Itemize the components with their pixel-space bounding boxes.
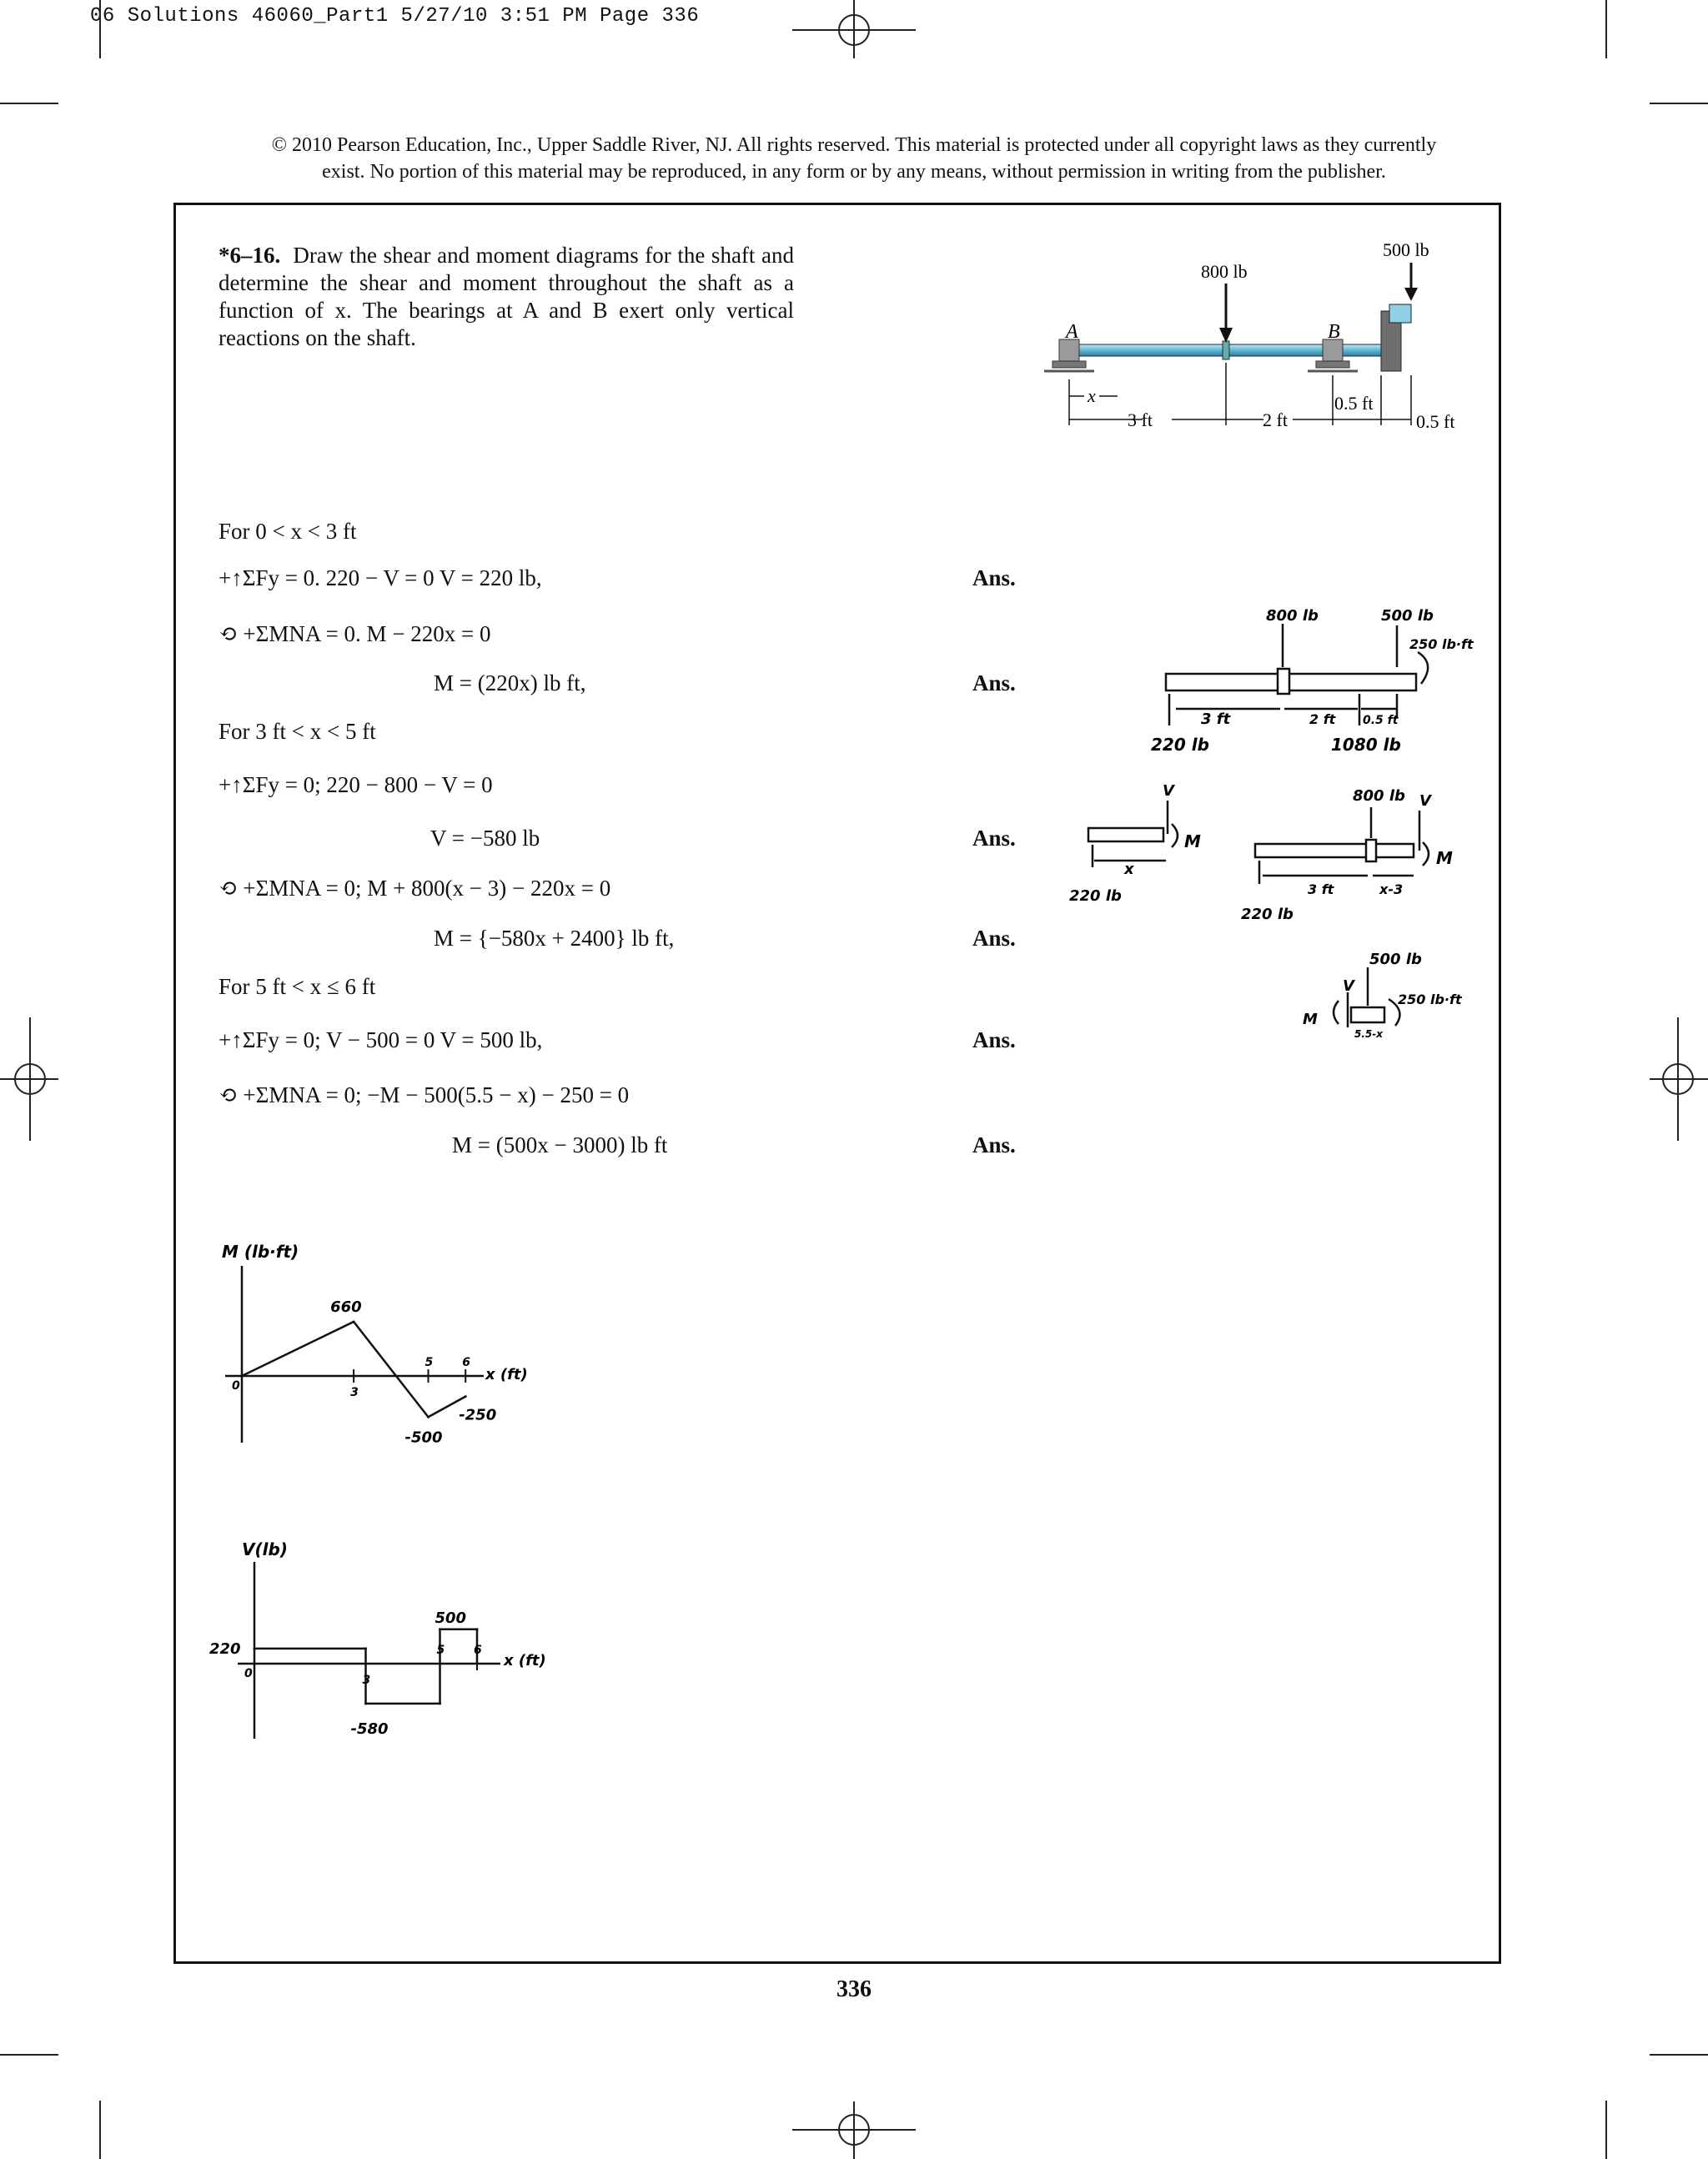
section-2-eq-3: ⟲ +ΣMNA = 0; M + 800(x − 3) − 220x = 0 xyxy=(219,876,611,901)
fbd-s2-moment: M xyxy=(1436,848,1453,868)
answer-label-5: Ans. xyxy=(972,1027,1016,1052)
label-b: B xyxy=(1328,321,1340,343)
shaft-figure xyxy=(1034,238,1468,446)
copyright-line-1: © 2010 Pearson Education, Inc., Upper Saddle River, NJ. All rights reserved. This material is protected under all copyright laws as they currently xyxy=(271,134,1437,156)
section-1-eq-2: ⟲ +ΣMNA = 0. M − 220x = 0 xyxy=(219,621,491,646)
section-3-eq-2: ⟲ +ΣMNA = 0; −M − 500(5.5 − x) − 250 = 0 xyxy=(219,1082,630,1107)
shear-data-label-500: 500 xyxy=(435,1609,467,1627)
v-point-2 xyxy=(364,1702,367,1705)
section-1-eq-1: +↑ΣFy = 0. 220 − V = 0 V = 220 lb, xyxy=(219,565,542,590)
answer-label-6: Ans. xyxy=(972,1132,1016,1157)
answer-label-2: Ans. xyxy=(972,670,1016,695)
dim-3ft: 3 ft xyxy=(1128,409,1153,430)
fbd-s2-reaction: 220 lb xyxy=(1241,906,1294,923)
fbd-s1-shear: V xyxy=(1163,782,1174,800)
fbd-s2-force: 800 lb xyxy=(1353,787,1405,805)
fbd-s2-shear: V xyxy=(1419,792,1431,810)
moment-plot xyxy=(225,1266,484,1443)
load-arrow-800 xyxy=(1219,328,1233,343)
answer-label-3: Ans. xyxy=(972,826,1016,851)
v-point-0 xyxy=(254,1647,256,1649)
shear-data-label-neg580: -580 xyxy=(350,1720,389,1738)
v-point-3 xyxy=(439,1702,441,1705)
section-1-heading: For 0 < x < 3 ft xyxy=(219,519,357,544)
load-label-800: 800 lb xyxy=(1201,261,1248,282)
moment-data-label-neg500: -500 xyxy=(404,1428,443,1447)
page-number: 336 xyxy=(836,1976,872,2002)
v-point-5 xyxy=(476,1628,479,1630)
fbd-s2-dim-x3: x-3 xyxy=(1379,881,1404,897)
crank-arm xyxy=(1381,304,1411,371)
dim-0.5ft-a: 0.5 ft xyxy=(1334,393,1374,414)
m-point-3 xyxy=(465,1395,467,1398)
section-2-heading: For 3 ft < x < 5 ft xyxy=(219,719,376,744)
section-2-eq-1: +↑ΣFy = 0; 220 − 800 − V = 0 xyxy=(219,772,493,797)
moment-tick-5: 5 xyxy=(424,1356,434,1369)
v-point-1 xyxy=(364,1647,367,1649)
moment-data-label-660: 660 xyxy=(330,1298,362,1316)
moment-data-label-neg250: -250 xyxy=(459,1406,497,1424)
fbd-s1-reaction: 220 lb xyxy=(1069,887,1122,905)
fbd-dim-0.5ft: 0.5 ft xyxy=(1363,714,1399,727)
shear-tick-3: 3 xyxy=(362,1674,371,1687)
free-body-diagrams xyxy=(1059,600,1493,1067)
fbd-s3-moment-250: 250 lb·ft xyxy=(1398,992,1462,1007)
shear-data-label-220: 220 xyxy=(209,1639,241,1658)
fbd-s3-force: 500 lb xyxy=(1369,951,1422,968)
fbd-reaction-b: 1080 lb xyxy=(1331,735,1401,755)
shear-diagram xyxy=(208,1530,592,1764)
answer-label-4: Ans. xyxy=(972,926,1016,951)
fbd-moment-250: 250 lb·ft xyxy=(1409,636,1474,652)
fbd-s3-dim: 5.5-x xyxy=(1354,1028,1383,1040)
fbd-s1-moment: M xyxy=(1184,831,1201,851)
v-point-4 xyxy=(439,1628,441,1630)
moment-tick-6: 6 xyxy=(462,1356,470,1369)
dim-0.5ft-b: 0.5 ft xyxy=(1416,411,1455,432)
fbd-s2-dim-3ft: 3 ft xyxy=(1308,881,1334,897)
shear-x-axis-label: x (ft) xyxy=(504,1652,546,1669)
moment-tick-0: 0 xyxy=(232,1379,240,1393)
m-point-2 xyxy=(427,1416,430,1418)
section-3-eq-1: +↑ΣFy = 0; V − 500 = 0 V = 500 lb, xyxy=(219,1027,543,1052)
fbd-force-500: 500 lb xyxy=(1381,607,1434,625)
shear-plot xyxy=(238,1562,500,1739)
section-3-heading: For 5 ft < x ≤ 6 ft xyxy=(219,974,376,999)
fbd-dim-2ft: 2 ft xyxy=(1309,711,1336,727)
dim-2ft: 2 ft xyxy=(1263,409,1288,430)
moment-x-axis-label: x (ft) xyxy=(485,1366,528,1383)
load-label-500: 500 lb xyxy=(1383,239,1429,260)
label-a: A xyxy=(1066,321,1078,343)
section-2-eq-4: M = {−580x + 2400} lb ft, xyxy=(434,926,675,951)
fbd-reaction-a: 220 lb xyxy=(1151,735,1209,755)
moment-tick-3: 3 xyxy=(350,1386,359,1399)
problem-number: *6–16. xyxy=(219,243,281,268)
shear-tick-6: 6 xyxy=(474,1644,482,1657)
shear-tick-0: 0 xyxy=(244,1667,253,1680)
problem-text: Draw the shear and moment diagrams for the shaft and determine the shear and moment throughout the shaft as a function of x. The bearings at A and B exert only vertical reactions on the shaft. xyxy=(219,243,794,350)
moment-diagram xyxy=(208,1234,592,1468)
moment-y-axis-label: M (lb·ft) xyxy=(222,1242,299,1262)
shear-y-axis-label: V(lb) xyxy=(242,1539,288,1559)
section-3-eq-3: M = (500x − 3000) lb ft xyxy=(452,1132,668,1157)
load-arrow-500 xyxy=(1404,288,1418,301)
copyright-line-2: exist. No portion of this material may be reproduced, in any form or by any means, without permission in writing from the publisher. xyxy=(322,161,1386,183)
answer-label-1: Ans. xyxy=(972,565,1016,590)
fbd-s3-shear: V xyxy=(1343,977,1354,995)
problem-statement xyxy=(219,242,794,352)
dim-x-label: x xyxy=(1088,385,1096,406)
shear-tick-5: 5 xyxy=(436,1644,445,1657)
copyright-notice xyxy=(0,132,1708,185)
section-2-eq-2: V = −580 lb xyxy=(430,826,540,851)
section-1-eq-3: M = (220x) lb ft, xyxy=(434,670,586,695)
fbd-force-800: 800 lb xyxy=(1266,607,1319,625)
fbd-dim-3ft: 3 ft xyxy=(1201,710,1231,728)
m-point-1 xyxy=(353,1320,355,1323)
fbd-s1-x: x xyxy=(1124,861,1134,878)
slug-line: 06 Solutions 46060_Part1 5/27/10 3:51 PM Page 336 xyxy=(90,5,700,28)
fbd-s3-moment: M xyxy=(1303,1011,1318,1028)
